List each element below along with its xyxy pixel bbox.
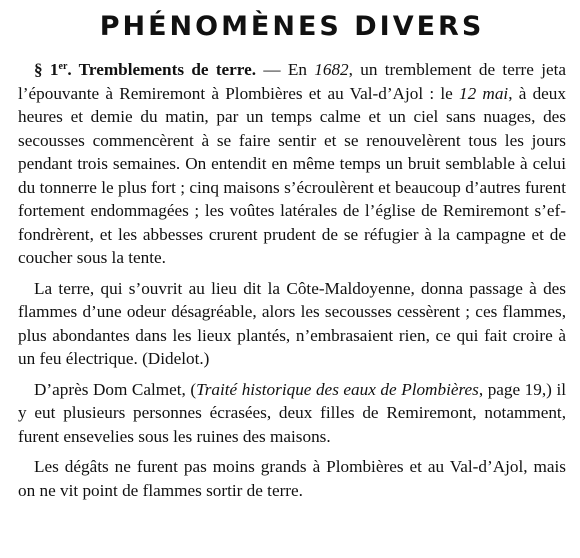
work-title: Traité historique des eaux de Plombières [196,379,479,399]
section-number: § 1 [34,60,59,79]
paragraph-text: — En [256,60,315,79]
section-number-suffix: er [58,61,68,72]
page-title: PHÉNOMÈNES DIVERS [99,11,485,42]
paragraph-calmet [18,378,566,449]
paragraph-flames: La terre, qui s’ouvrit au lieu dit la Côte-Maldoyenne, donna passage à des flammes d’une odeur désagréable, alors les secousses cessèrent ; ces flammes, plus abondantes dans les lieux plantés, n’embrasaient rien, ce qui fait croire à un feu électrique. (Didelot.) [18,278,566,368]
year: 1682 [314,60,349,79]
section-title: . Tremblements de terre. [67,60,257,79]
paragraph-text: , page 19,) il y eut plusieurs personnes écrasées, deux filles de Remiremont, notamment, furent ensevelies sous les ruines des maisons. [18,379,566,446]
paragraph-text: , un tremblement de terre jeta l’épouvante à Remiremont à Plombières et au Val-d’Ajol : le [18,60,567,103]
paragraph-text: , à deux heures et demie du matin, par un temps calme et un ciel sans nuages, des secousses commencèrent à se faire sentir et se renouvelèrent tous les jours pendant trois semaines. On entendit en même temps un bruit semblable à celui du tonnerre le plus fort ; cinq maisons s’écroulèrent et beaucoup d’autres furent fortement endommagées ; les voûtes latérales de l’église de Remiremont s’effondrèrent, et les abbesses crurent prudent de se réfugier à la campagne et de coucher sous la tente. [18,83,566,267]
paragraph-earthquakes [18,58,566,270]
section-heading [34,60,256,79]
date: 12 mai [458,83,509,103]
paragraph-damages: Les dégâts ne furent pas moins grands à Plombières et au Val-d’Ajol, mais on ne vit point de flammes sortir de terre. [18,457,566,500]
paragraph-text: D’après Dom Calmet, ( [34,379,197,399]
